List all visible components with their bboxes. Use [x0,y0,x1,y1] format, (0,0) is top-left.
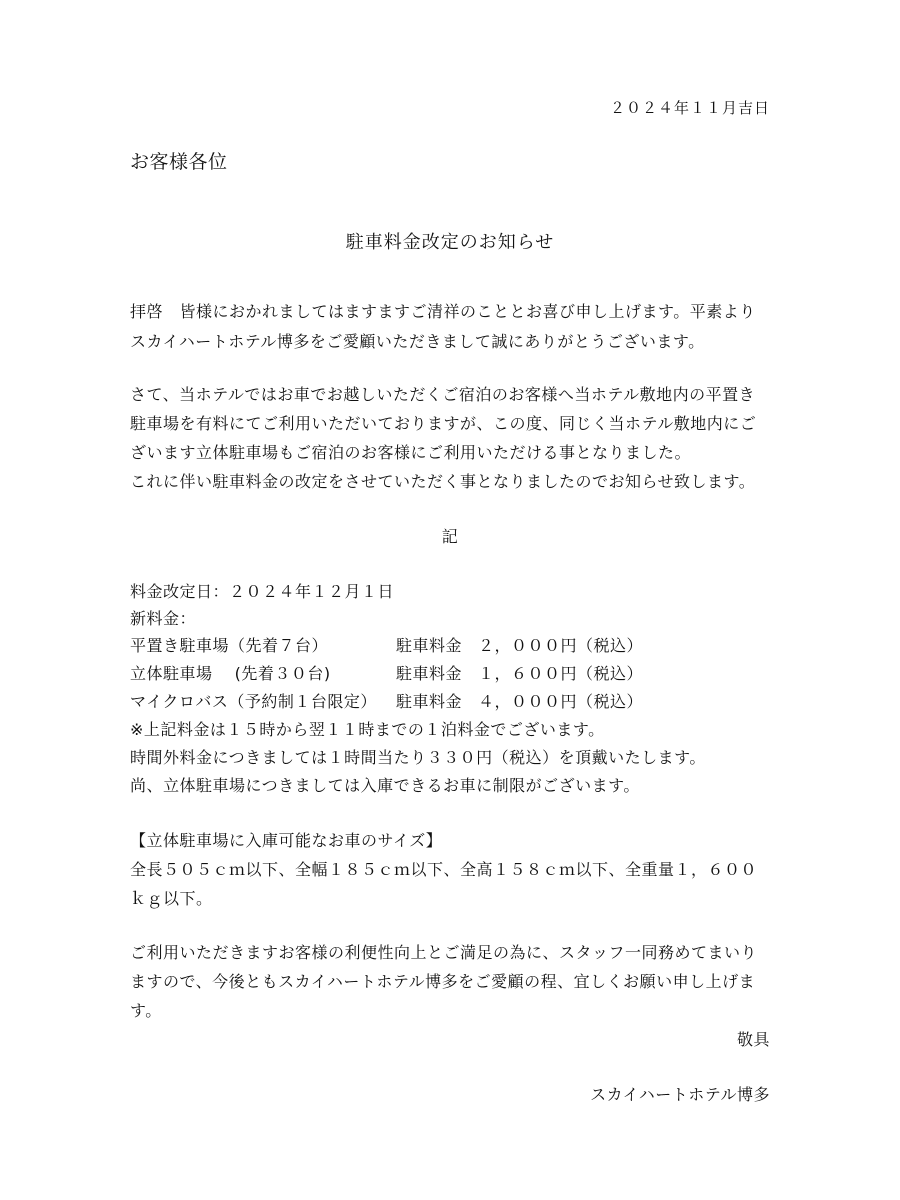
body-line-4: これに伴い駐車料金の改定をさせていただく事となりましたのでお知らせ致します。 [130,472,756,491]
fee-price: １，６００円（税込） [478,664,644,683]
new-fee-label: 新料金： [130,609,197,628]
size-line-2: ｋｇ以下。 [130,889,213,908]
fee-name: マイクロバス（予約制１台限定） [130,692,377,711]
intro-line-2: スカイハートホテル博多をご愛顧いただきまして誠にありがとうございます。 [130,332,705,351]
addressee: お客様各位 [130,151,228,173]
fee-label: 駐車料金 [396,692,463,711]
fee-note-1: ※上記料金は１５時から翌１１時までの１泊料金でございます。 [130,720,605,739]
fee-label: 駐車料金 [396,636,463,655]
body-line-3: ざいます立体駐車場もご宿泊のお客様にご利用いただける事となりました。 [130,443,692,462]
fee-price: ２，０００円（税込） [478,636,644,655]
closing-line-3: す。 [130,1001,162,1020]
fee-note-3: 尚、立体駐車場につきましては入庫できるお車に制限がございます。 [130,776,640,795]
intro-line-1: 拝啓 皆様におかれましてはますますご清祥のこととお喜び申し上げます。平素より [130,302,756,321]
fee-name: 立体駐車場 (先着３０台) [130,664,331,683]
closing-line-1: ご利用いただきますお客様の利便性向上とご満足の為に、スタッフ一同務めてまいり [130,943,758,962]
fee-label: 駐車料金 [396,664,463,683]
body-line-2: 駐車場を有料にてご利用いただいておりますが、この度、同じく当ホテル敷地内にご [130,414,757,433]
body-line-1: さて、当ホテルではお車でお越しいただくご宿泊のお客様へ当ホテル敷地内の平置き [130,385,756,404]
document-title: 駐車料金改定のお知らせ [345,232,555,253]
fee-name: 平置き駐車場（先着７台） [130,636,329,655]
signature: スカイハートホテル博多 [590,1085,770,1104]
revision-date: 料金改定日：２０２４年１２月１日 [130,582,395,601]
closing-keigu: 敬具 [736,1030,770,1049]
fee-note-2: 時間外料金につきましては１時間当たり３３０円（税込）を頂戴いたします。 [130,748,706,767]
size-heading: 【立体駐車場に入庫可能なお車のサイズ】 [130,831,443,850]
ki-heading: 記 [441,527,459,546]
size-line-1: 全長５０５ｃｍ以下、全幅１８５ｃｍ以下、全高１５８ｃｍ以下、全重量１，６００ [130,860,758,879]
fee-price: ４，０００円（税込） [478,692,644,711]
issue-date: ２０２４年１１月吉日 [609,99,770,117]
closing-line-2: ますので、今後ともスカイハートホテル博多をご愛顧の程、宜しくお願い申し上げま [130,972,756,991]
